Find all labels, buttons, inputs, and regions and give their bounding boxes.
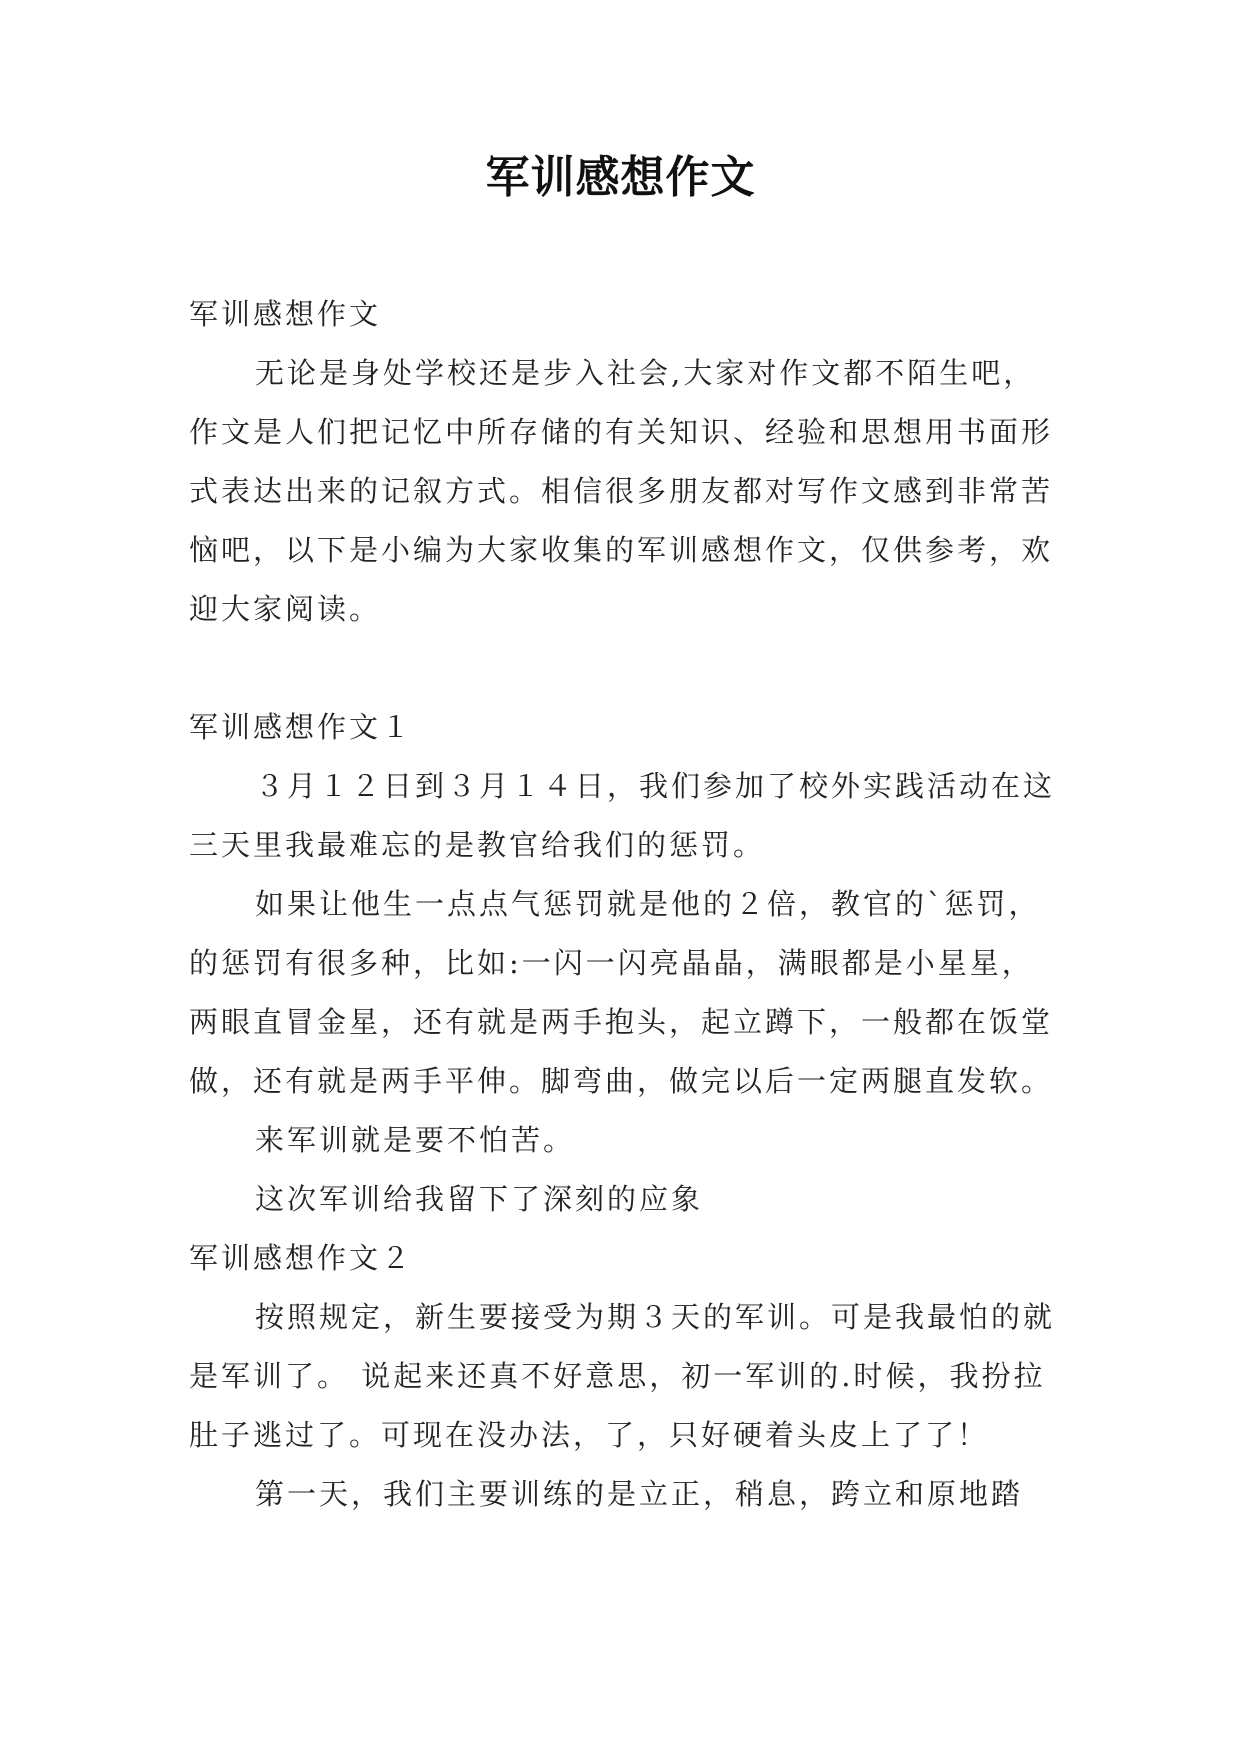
essay-2-heading: 军训感想作文２ (189, 1241, 414, 1275)
document-title: 军训感想作文 (485, 152, 756, 203)
intro-paragraph: 无论是身处学校还是步入社会,大家对作文都不陌生吧，作文是人们把记忆中所存储的有关知识、经验和思想用书面形式表达出来的记叙方式。相信很多朋友都对写作文感到非常苦恼吧，以下是小编为大家收集的军训感想作文，仅供参考，欢迎大家阅读。 (189, 356, 1054, 626)
essay-1-heading: 军训感想作文１ (189, 710, 414, 744)
paragraph-spacer (189, 639, 1059, 698)
essay-1-paragraph-3: 来军训就是要不怕苦。 (255, 1123, 576, 1157)
essay-2-paragraph-2: 第一天，我们主要训练的是立正，稍息，跨立和原地踏 (255, 1477, 1024, 1511)
essay-heading: 军训感想作文 (189, 297, 382, 331)
document-body (189, 285, 1059, 1524)
essay-2-paragraph-1: 按照规定，新生要接受为期３天的军训。可是我最怕的就是军训了。 说起来还真不好意思，初一军训的.时候，我扮拉肚子逃过了。可现在没办法，了，只好硬着头皮上了了！ (189, 1300, 1056, 1452)
essay-1-paragraph-1: ３月１２日到３月１４日，我们参加了校外实践活动在这三天里我最难忘的是教官给我们的惩罚。 (189, 769, 1056, 862)
essay-1-paragraph-4: 这次军训给我留下了深刻的应象 (255, 1182, 704, 1216)
essay-1-paragraph-2: 如果让他生一点点气惩罚就是他的２倍，教官的`惩罚，的惩罚有很多种，比如:一闪一闪亮晶晶，满眼都是小星星，两眼直冒金星，还有就是两手抱头，起立蹲下，一般都在饭堂做，还有就是两手平伸。脚弯曲，做完以后一定两腿直发软。 (189, 887, 1054, 1098)
